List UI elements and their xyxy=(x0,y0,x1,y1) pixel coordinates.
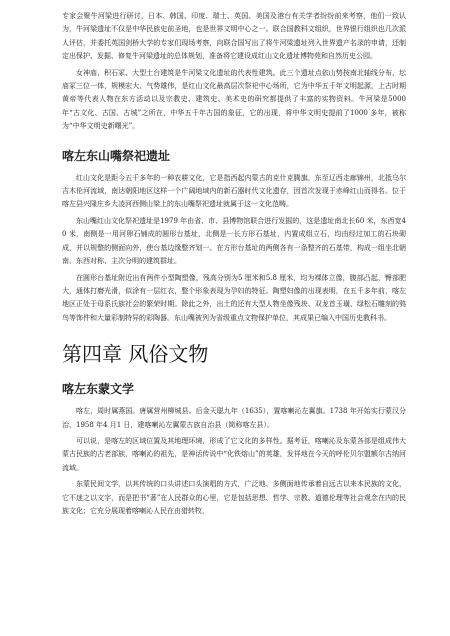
intro-paragraph: 专家会聚牛河梁进行研讨，日本、韩国、印度、瑞士、英国、美国及港台有关学者纷纷前来考察，他们一致认为，牛河梁遗址不仅是中华民族史前圣地，也是世界文明中心之一。联合国教科文组织，世界银行组织也几次派人评估，并委托英国剑桥大学的专家们现场考察，向联合国写出了将牛河梁遗址列入世界遗产名录的申请，还制定出保护、发掘、修复牛河梁遗址的总体规划，准备将它建设成红山文化遗址博物苑和自然历史公园。 xyxy=(62,12,406,61)
section-paragraph: 在圆形台基址附近出有两件小型陶塑像，残高分别为5 厘米和5.8 厘米，均为裸体立像，腹部凸起，臀部肥大，通体打磨光滑，似涂有一层红衣，整个形象表现为孕妇的特征。陶塑妇像的出现表明，在五千多年前，喀左地区正处于母系氏族社会的繁荣时期。除此之外，出土的还有大型人物坐像残块、双龙首玉璜、绿松石雕刻的鸮鸟等饰件和大量彩制特异的彩陶器。东山嘴被列为省级重点文物保护单位，其成果已编入中国历史教科书。 xyxy=(62,273,406,322)
section-paragraph: 可以说，是喀左的区域位置及其地理环境，形成了它文化的多样性。据考证，喀喇沁及东蒙各部是组成伟大蒙古民族的古老部族，喀喇沁的祖先，是神话传说中“化铁熔山”的英雄，发祥地在今天的呼伦贝尔盟额尔古纳河流域。 xyxy=(62,436,406,472)
chapter-title: 第四章 风俗文物 xyxy=(62,342,209,367)
section-title: 喀左东蒙文学 xyxy=(62,382,135,397)
section-paragraph: 东蒙民间文学，以其传统的口头讲述口头演唱的方式，广泛地、多侧面地传承着自远古以来本民族的文化，它不迷之以文字，而是把书“著”在人民群众的心里，它是包括思想、哲学、宗教、道德伦理等社会观念在内的民族文化；它充分展现着喀喇沁人民在由猎转牧， xyxy=(62,480,406,515)
section-paragraph: 红山文化是距今五千多年的一种农耕文化，它是指西起内蒙古的克什克腾旗，东至辽西走廊锦州，北抵乌尔吉木伦河流域，南达朝阳地区这样一个广阔地域内的新石器时代文化遗存，因首次发现于赤峰红山而得名。位于喀左县兴隆庄乡大凌河西侧山梁上的东山嘴祭祀遗址就属于这一文化范畴。 xyxy=(62,173,406,209)
section-paragraph: 喀左，周时属燕国。唐属营州柳城县。后金天聪九年（1635），置喀喇沁左翼旗。1738 年开始实行蒙汉分治，1958 年4 月1 日，建喀喇沁左翼蒙古族自治县（简称喀左县）。 xyxy=(62,407,406,429)
intro-paragraph: 女神庙、积石冢、大型土台建筑是牛河梁文化遗址的代表性建筑。此三个遗址点依山势按南北轴线分布，坛庙冢三位一体，规模宏大、气势雄伟，是红山文化最高层次祭祀中心场所，它为中华五千年文明起源，上古时期黄帝等代表人物在东方活动以及宗教史、建筑史、美术史的研究都提供了丰富的实物资料。牛河梁是5000 年“古文化、古国、古城”之所在，中华五千年古国的象征，它的出现，将中华文明史提前了1000 多年，被称为“中华文明史新曙光”。 xyxy=(62,68,406,131)
section-paragraph: 东山嘴红山文化祭祀遗址是1979 年由省、市、县博物馆联合进行发掘的，这是遗址南北长60 米，东西宽40 米，南侧是一用河卵石铺成的圆形台基址，北侧是一长方形石基址，内置成组立石，均由经过加工的石块砌成，并以规整的侧面向外，使台基边缘整齐划一。在方形台基址的两侧各有一条整齐的石基带，构成一组坐北朝南、东西对称、主次分明的建筑群址。 xyxy=(62,216,406,266)
section-title: 喀左东山嘴祭祀遗址 xyxy=(62,148,171,163)
